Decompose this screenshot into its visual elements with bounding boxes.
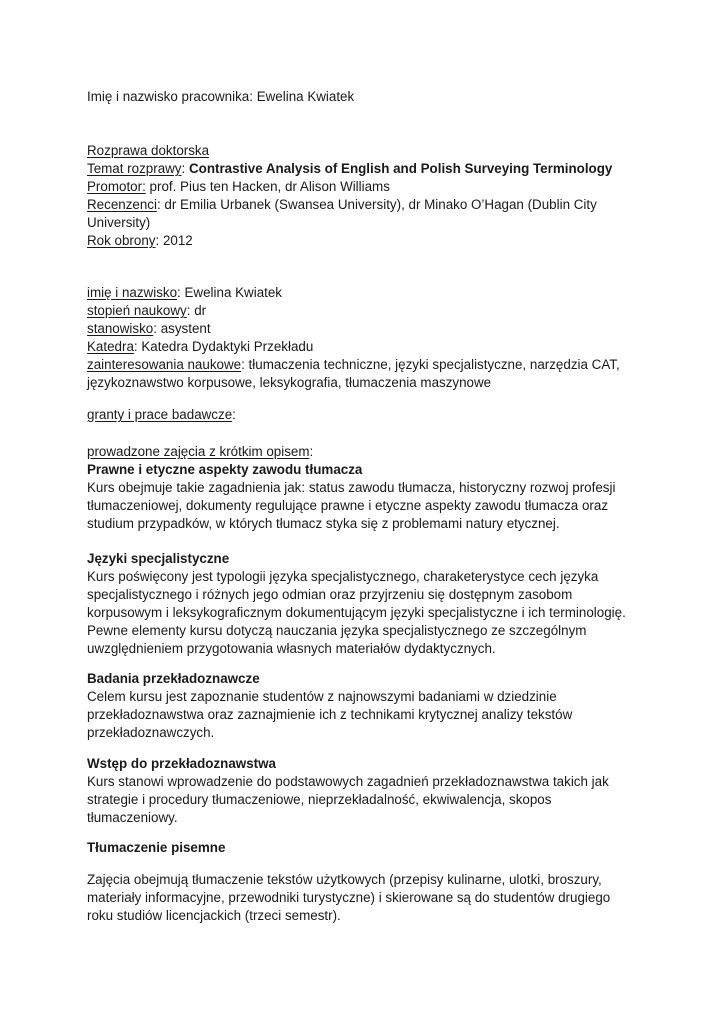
course-description-line: strategie i procedury tłumaczeniowe, nieprzekładalność, ekwiwalencja, skopos [87,792,552,807]
topic-value: Contrastive Analysis of English and Polish Surveying Terminology [188,161,613,176]
course-block [87,461,647,533]
course-block [87,670,647,742]
profile-name-value: Ewelina Kwiatek [184,285,283,300]
grants-label: granty i prace badawcze [87,407,233,422]
topic-label: Temat rozprawy [87,161,182,176]
interests-label: zainteresowania naukowe [87,357,242,372]
course-description-line: przekładoznawczych. [87,725,215,740]
course-description-line: uwzględnieniem przygotowania własnych materiałów dydaktycznych. [87,641,496,656]
reviewers-value-line1: dr Emilia Urbanek (Swansea University), dr Minako O’Hagan (Dublin City [164,197,597,212]
course-description-line: przekładoznawstwa oraz zaznajmienie ich z technikami krytycznej analizy tekstów [87,707,573,722]
profile-name-label: imię i nazwisko [87,285,178,300]
course-description-line: roku studiów licencjackich (trzeci semestr). [87,908,341,923]
worker-label: Imię i nazwisko pracownika [87,89,250,104]
courses-label: prowadzone zajęcia z krótkim opisem [87,444,310,459]
course-title: Badania przekładoznawcze [87,671,260,686]
position-value: asystent [160,321,211,336]
degree-value: dr [194,303,207,318]
year-value: 2012 [162,233,193,248]
course-title: Tłumaczenie pisemne [87,840,226,855]
course-description-line: tłumaczeniowy. [87,810,178,825]
grants-line: granty i prace badawcze: [87,407,236,422]
degree-label: stopień naukowy [87,303,187,318]
year-label: Rok obrony [87,233,156,248]
course-description-line: Zajęcia obejmują tłumaczenie tekstów użytkowych (przepisy kulinarne, ulotki, broszury, [87,872,602,887]
department-label: Katedra [87,339,134,354]
course-title: Wstęp do przekładoznawstwa [87,756,276,771]
promotor-value: prof. Pius ten Hacken, dr Alison Williams [149,179,390,194]
course-description-line: tłumaczeniowej, dokumenty regulujące prawne i etyczne aspekty zawodu tłumacza oraz [87,498,609,513]
course-description-line: studium przypadków, w których tłumacz styka się z problemami natury etycznej. [87,516,560,531]
promotor-label: Promotor: [87,179,146,194]
course-description-line: Celem kursu jest zapoznanie studentów z najnowszymi badaniami w dziedzinie [87,689,557,704]
course-block [87,839,647,925]
courses-label-line: prowadzone zajęcia z krótkim opisem: [87,444,314,459]
profile-section: imię i nazwisko: Ewelina Kwiatek stopień naukowy: dr stanowisko: asystent Katedra: Katedra Dydaktyki Przekładu zainteresowania naukowe: tłumaczenia techniczne, języki specjalistyczne, narzędzia CAT, językoznawstwo korpusowe, leksykografia, tłumaczenia maszynowe [87,285,620,390]
interests-value-line1: tłumaczenia techniczne, języki specjalistyczne, narzędzia CAT, [248,357,620,372]
worker-name: Ewelina Kwiatek [256,89,355,104]
course-title: Prawne i etyczne aspekty zawodu tłumacza [87,462,363,477]
reviewers-label: Recenzenci [87,197,157,212]
reviewers-value-line2: University) [87,215,151,230]
course-description-line: Pewne elementy kursu dotyczą nauczania języka specjalistycznego ze szczególnym [87,623,587,638]
course-title: Języki specjalistyczne [87,551,230,566]
worker-line: Imię i nazwisko pracownika: Ewelina Kwiatek [87,89,355,104]
department-value: Katedra Dydaktyki Przekładu [141,339,314,354]
dissertation-heading: Rozprawa doktorska [87,143,210,158]
course-block [87,550,647,658]
course-description-line: materiały informacyjne, przewodniki turystyczne) i skierowane są do studentów drugiego [87,890,611,905]
course-block [87,755,647,827]
course-description-line: specjalistycznego i różnych jego odmian oraz przyjrzeniu się dostępnym zasobom [87,587,573,602]
position-label: stanowisko [87,321,154,336]
course-description-line: Kurs obejmuje takie zagadnienia jak: status zawodu tłumacza, historyczny rozwoj profesji [87,480,616,495]
interests-value-line2: językoznawstwo korpusowe, leksykografia, tłumaczenia maszynowe [87,375,492,390]
course-description-line: Kurs stanowi wprowadzenie do podstawowych zagadnień przekładoznawstwa takich jak [87,774,609,789]
course-description-line: Kurs poświęcony jest typologii języka specjalistycznego, charaketerystyce cech języka [87,569,599,584]
dissertation-section: Rozprawa doktorska Temat rozprawy: Contrastive Analysis of English and Polish Surveying Terminology Promotor: prof. Pius ten Hacken, dr Alison Williams Recenzenci: dr Emilia Urbanek (Swansea University), dr Minako O’Hagan (Dublin City University) Rok obrony: 2012 [87,143,613,248]
course-description-line: korpusowym i leksykograficznym dokumentującym języki specjalistyczne i ich terminologię. [87,605,626,620]
